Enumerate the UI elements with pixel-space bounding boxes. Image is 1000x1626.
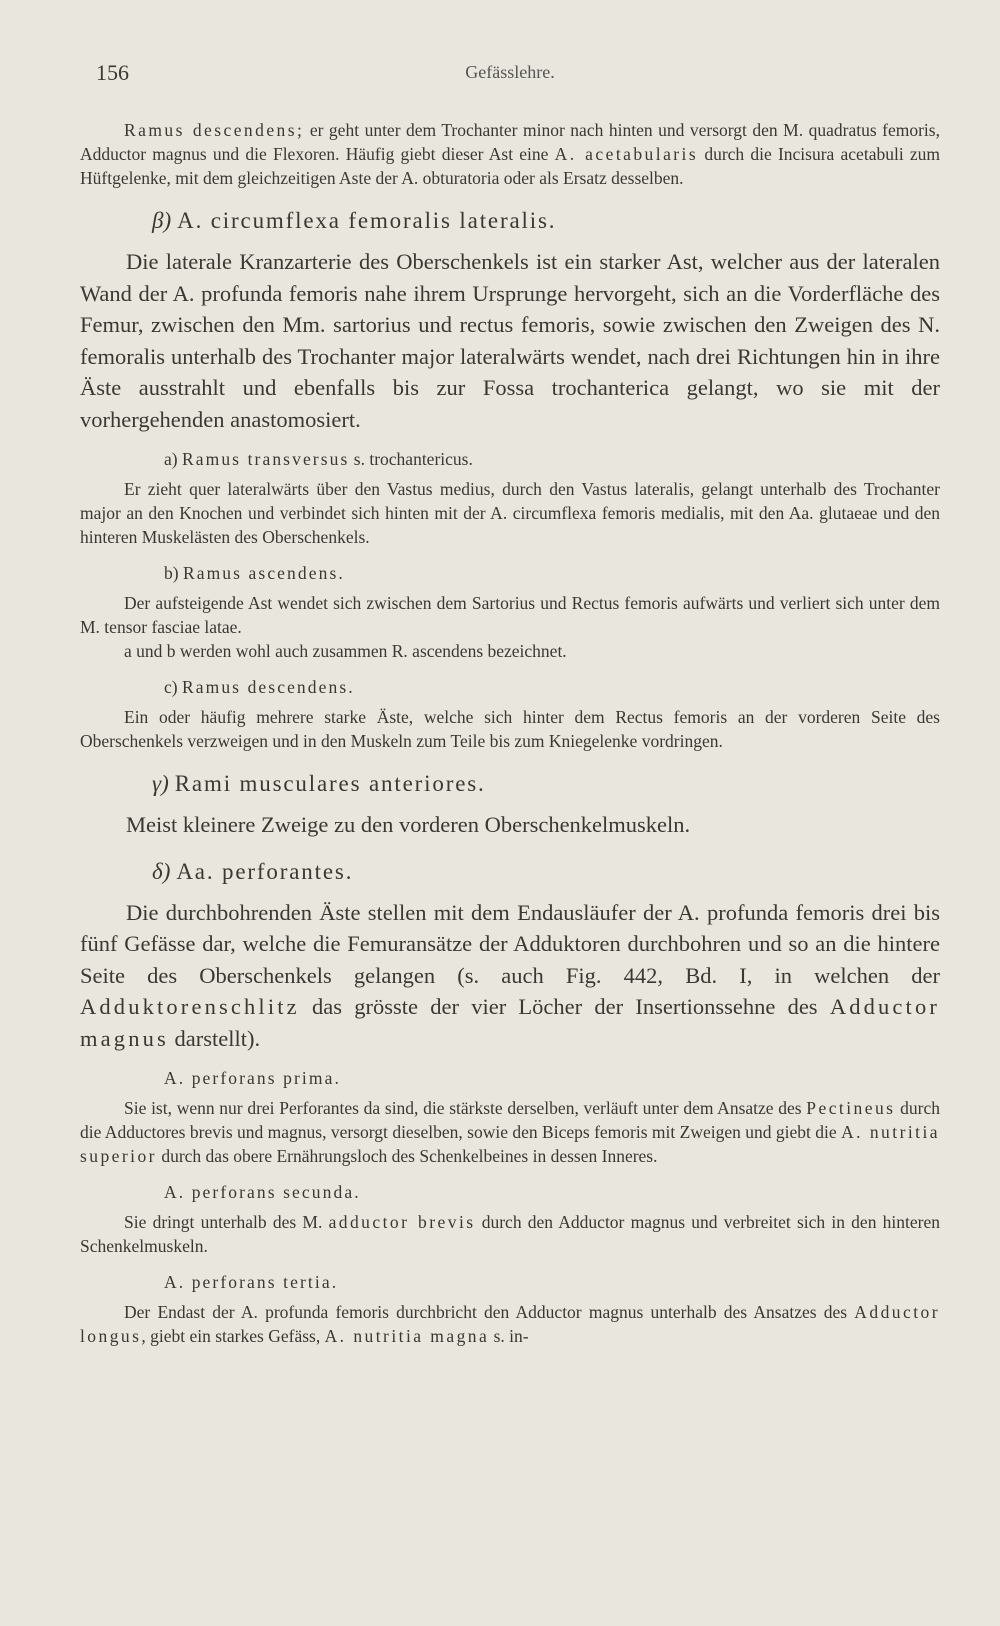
subheading-label: c) [164, 677, 178, 697]
subheading-title: A. perforans prima. [164, 1068, 341, 1088]
paragraph-prima [80, 1096, 940, 1168]
paragraph-text: das grösste der vier Löcher der Insertionssehne des [299, 994, 830, 1019]
subheading-title: A. perforans tertia. [164, 1272, 339, 1292]
heading-beta [152, 208, 940, 234]
paragraph-a: Er zieht quer lateralwärts über den Vastus medius, durch den Vastus lateralis, gelangt unterhalb des Trochanter major an den Knochen und verbindet sich hinten mit der A. circumflexa femoris medialis, mit den Aa. glutaeae und den hinteren Muskelästen des Oberschenkels. [80, 479, 940, 547]
subheading-label: b) [164, 563, 179, 583]
term-ramus-descendens: Ramus descendens; [124, 120, 305, 140]
paragraph-text: durch die Incisura acetabuli zum Hüftgelenke, mit dem gleichzeitigen Aste der A. obturatoria oder als Ersatz desselben. [80, 144, 941, 188]
subheading-title: A. perforans secunda. [164, 1182, 361, 1202]
subheading-title-rest: s. trochantericus. [349, 449, 473, 469]
term-adductor-brevis: adductor brevis [328, 1212, 476, 1232]
paragraph-text: Die durchbohrenden Äste stellen mit dem Endausläufer der A. profunda femoris drei bis fünf Gefässe dar, welche die Femuransätze der Adduktoren durchbohren und so an die hintere Seite des Oberschenkels gelangen (s. auch Fig. 442, Bd. I, in welchen der [80, 899, 940, 988]
paragraph-beta: Die laterale Kranzarterie des Oberschenkels ist ein starker Ast, welcher aus der lateralen Wand der A. profunda femoris nahe ihrem Ursprunge hervorgeht, sich an die Vorderfläche des Femur, zwischen den Mm. sartorius und rectus femoris, sowie zwischen den Zweigen des N. femoralis unterhalb des Trochanter major lateralwärts wendet, nach drei Richtungen hin in ihre Äste ausstrahlt und ebenfalls bis zur Fossa trochanterica gelangt, wo sie mit der vorhergehenden anastomosiert. [80, 249, 940, 432]
heading-delta [152, 859, 940, 885]
subheading-c [164, 675, 940, 699]
paragraph-text: Sie ist, wenn nur drei Perforantes da sind, die stärkste derselben, verläuft unter dem Ansatze des [124, 1098, 807, 1118]
paragraph-secunda [80, 1210, 940, 1258]
heading-title: Rami musculares anteriores. [174, 771, 486, 796]
subheading-b [164, 561, 940, 585]
running-title: Gefässlehre. [465, 62, 555, 82]
paragraph-c: Ein oder häufig mehrere starke Äste, welche sich hinter dem Rectus femoris an der vorderen Seite des Oberschenkels verzweigen und in den Muskeln zum Teile bis zum Kniegelenke vordringen. [80, 707, 940, 751]
page-header [80, 52, 940, 92]
paragraph-text: , giebt ein starkes Gefäss, [141, 1326, 325, 1346]
paragraph-b: Der aufsteigende Ast wendet sich zwischen dem Sartorius und Rectus femoris aufwärts und verliert sich unter dem M. tensor fasciae latae. [80, 593, 940, 637]
subheading-tertia [164, 1270, 940, 1294]
subheading-title: Ramus transversus [181, 449, 350, 469]
heading-title: A. circumflexa femoralis lateralis. [177, 208, 557, 233]
paragraph-b-note: a und b werden wohl auch zusammen R. ascendens bezeichnet. [124, 641, 567, 661]
term-nutritia-magna: A. nutritia magna [324, 1326, 490, 1346]
term-nutritia-superior: A. nutritia superior [80, 1122, 940, 1166]
paragraph-text: durch die Adductores brevis und magnus, versorgt dieselben, sowie den Biceps femoris mit Zweigen und giebt die [80, 1098, 940, 1142]
term-acetabularis: A. acetabularis [554, 144, 699, 164]
heading-gamma [152, 771, 940, 797]
page-number: 156 [96, 60, 129, 85]
heading-marker: β) [152, 208, 172, 233]
heading-title: Aa. perforantes. [176, 858, 354, 884]
term-pectineus: Pectineus [806, 1098, 896, 1118]
subheading-label: a) [164, 449, 178, 469]
subheading-title: Ramus descendens. [181, 677, 355, 697]
heading-marker: δ) [152, 858, 171, 884]
paragraph-text: s. in- [489, 1326, 529, 1346]
paragraph-text: durch den Adductor magnus und verbreitet sich in den hinteren Schenkelmuskeln. [80, 1212, 940, 1256]
paragraph-ramus-descendens [80, 118, 940, 190]
paragraph-gamma: Meist kleinere Zweige zu den vorderen Oberschenkelmuskeln. [126, 812, 691, 837]
subheading-title: Ramus ascendens. [182, 563, 345, 583]
paragraph-text: Der Endast der A. profunda femoris durchbricht den Adductor magnus unterhalb des Ansatzes des [124, 1302, 855, 1322]
paragraph-text: darstellt). [168, 1025, 261, 1051]
subheading-a [164, 447, 940, 471]
paragraph-tertia [80, 1300, 940, 1348]
term-adductor-magnus: Adductor magnus [80, 994, 940, 1051]
term-adductor-longus: Adductor longus [80, 1302, 940, 1346]
paragraph-text: durch das obere Ernährungsloch des Schenkelbeines in dessen Inneres. [156, 1146, 658, 1166]
heading-marker: γ) [152, 771, 169, 796]
subheading-prima [164, 1066, 940, 1090]
paragraph-text: Sie dringt unterhalb des M. [124, 1212, 329, 1232]
paragraph-delta [80, 897, 940, 1055]
subheading-secunda [164, 1180, 940, 1204]
term-adduktorenschlitz: Adduktorenschlitz [80, 994, 300, 1019]
paragraph-text: er geht unter dem Trochanter minor nach hinten und versorgt den M. quadratus femoris, Adductor magnus und die Flexoren. Häufig giebt dieser Ast eine [80, 120, 940, 164]
